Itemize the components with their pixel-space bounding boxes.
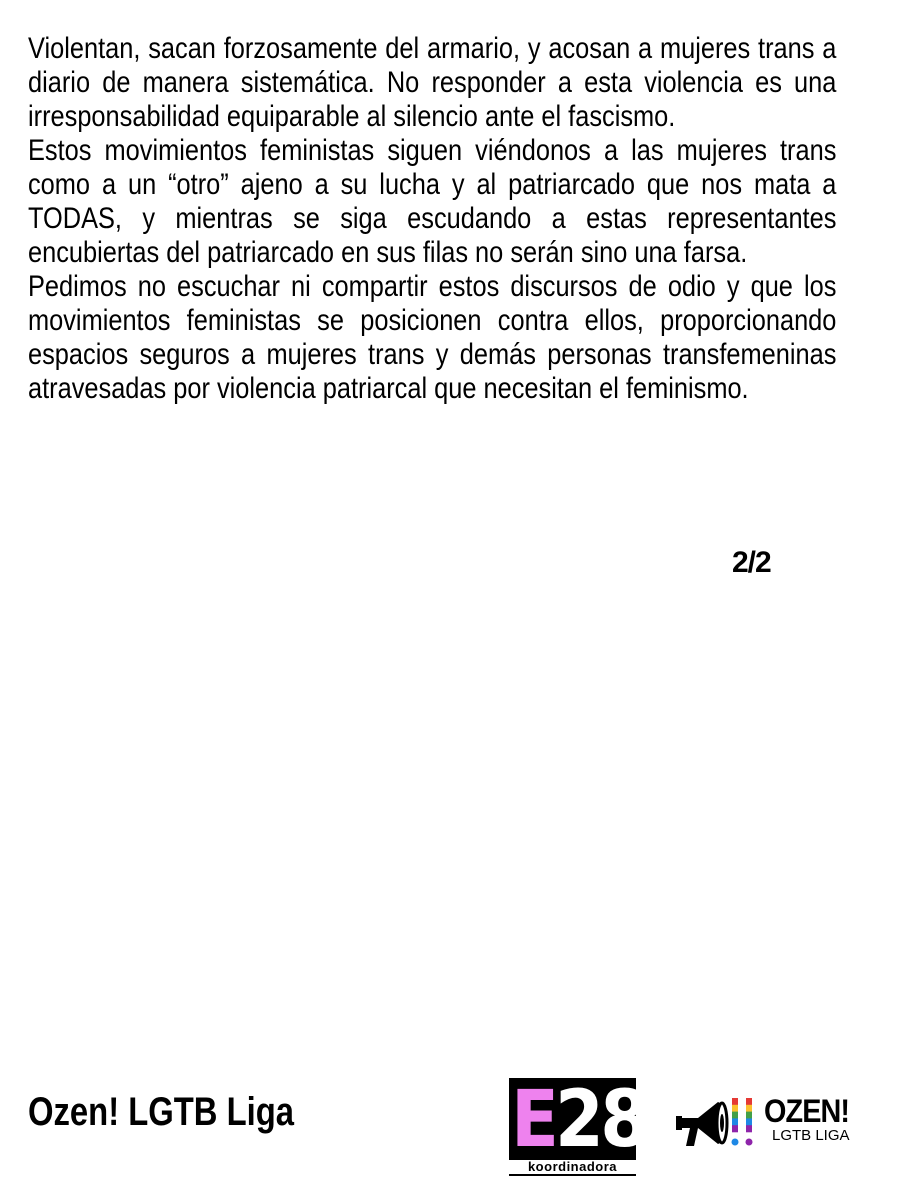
e28-koordinadora-logo [509,1075,646,1176]
rainbow-exclamation-icon [730,1096,758,1150]
exclamation-stripe [746,1118,752,1125]
exclamation-stripe [732,1105,738,1112]
ozen-logo-word: OZEN! [764,1093,850,1129]
exclamation-stripe [732,1125,738,1132]
footer-title: Ozen! LGTB Liga [28,1090,295,1134]
exclamation-stripe [732,1118,738,1125]
ozen-logo-subtitle: LGTB LIGA [772,1127,850,1144]
ozen-lgtb-liga-logo [672,1092,867,1156]
exclamation-dot [746,1139,753,1146]
paragraph-1: Violentan, sacan forzosamente del armario, y acosan a mujeres trans a diario de manera sistemática. No responder a esta violencia es una irresponsabilidad equiparable al silencio ante el fascismo. [28,32,837,133]
paragraph-3: Pedimos no escuchar ni compartir estos discursos de odio y que los movimientos feministas se posicionen contra ellos, proporcionando espacios seguros a mujeres trans y demás personas transfemeninas atravesadas por violencia patriarcal que necesitan el feminismo. [28,270,837,405]
exclamation-stripe [732,1098,738,1105]
body-text [28,32,836,406]
exclamation-stripe [746,1112,752,1119]
exclamation-stripe [746,1125,752,1132]
e28-logo-letter: E [511,1075,559,1165]
exclamation-dot [732,1139,739,1146]
exclamation-stripe [746,1105,752,1112]
e28-logo-number: 28 [555,1075,646,1165]
exclamation-stripe [746,1098,752,1105]
exclamation-stripe [732,1112,738,1119]
megaphone-icon [672,1092,734,1154]
e28-logo-box [509,1075,646,1165]
paragraph-2: Estos movimientos feministas siguen viéndonos a las mujeres trans como a un “otro” ajeno a su lucha y al patriarcado que nos mata a TODAS, y mientras se siga escudando a estas representantes encubiertas del patriarcado en sus filas no serán sino una farsa. [28,134,837,269]
page-number: 2/2 [732,546,771,579]
e28-logo-subtitle: koordinadora [509,1160,636,1176]
